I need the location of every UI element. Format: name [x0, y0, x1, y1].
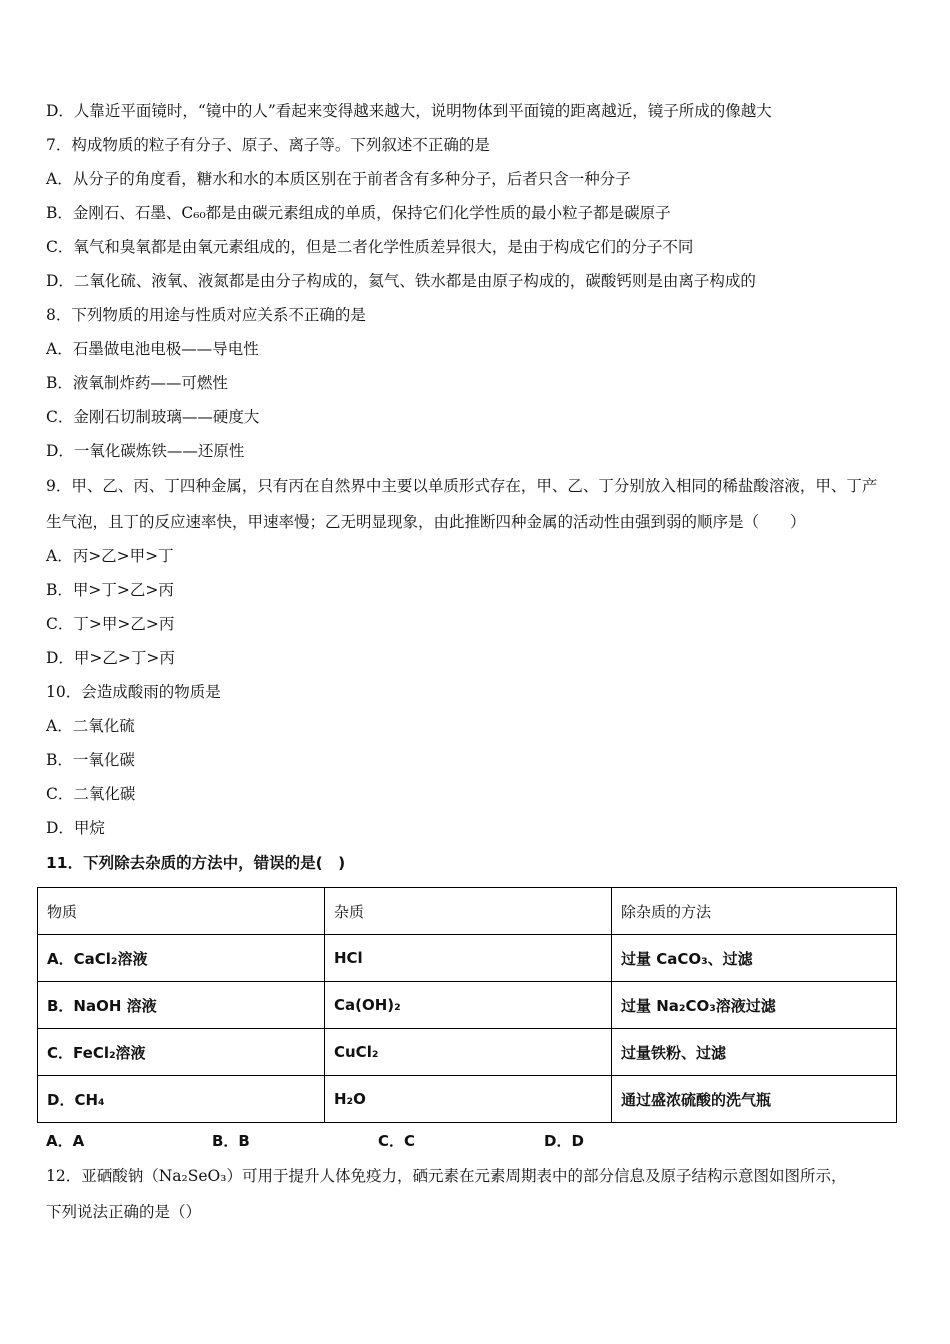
q8-option-a: A．石墨做电池电极——导电性	[46, 340, 259, 358]
cell-substance: A．CaCl₂溶液	[38, 935, 325, 982]
q12-stem-line1: 12．亚硒酸钠（Na₂SeO₃）可用于提升人体免疫力，硒元素在元素周期表中的部分信息及原子结构示意图如图所示，	[46, 1167, 847, 1185]
q11-table	[37, 887, 897, 1123]
q10-option-d: D．甲烷	[46, 819, 105, 837]
cell-impurity: Ca(OH)₂	[325, 982, 612, 1029]
q7-option-b: B．金刚石、石墨、C₆₀都是由碳元素组成的单质，保持它们化学性质的最小粒子都是碳原子	[46, 204, 671, 222]
cell-substance: C．FeCl₂溶液	[38, 1029, 325, 1076]
cell-method: 过量 Na₂CO₃溶液过滤	[612, 982, 897, 1029]
cell-impurity: CuCl₂	[325, 1029, 612, 1076]
cell-method: 过量 CaCO₃、过滤	[612, 935, 897, 982]
q11-answer-options	[46, 1130, 710, 1151]
q9-option-c: C．丁>甲>乙>丙	[46, 615, 175, 633]
q10-stem: 10．会造成酸雨的物质是	[46, 683, 221, 701]
q7-option-a: A．从分子的角度看，糖水和水的本质区别在于前者含有多种分子，后者只含一种分子	[46, 170, 631, 188]
q11-stem: 11．下列除去杂质的方法中，错误的是( )	[46, 854, 346, 872]
q8-stem: 8．下列物质的用途与性质对应关系不正确的是	[46, 306, 366, 324]
table-row	[38, 1076, 897, 1123]
table-row	[38, 982, 897, 1029]
q8-option-c: C．金刚石切制玻璃——硬度大	[46, 408, 260, 426]
q9-option-d: D．甲>乙>丁>丙	[46, 649, 175, 667]
q9-option-a: A．丙>乙>甲>丁	[46, 547, 174, 565]
header-method: 除杂质的方法	[612, 888, 897, 935]
cell-impurity: H₂O	[325, 1076, 612, 1123]
answer-option-c: C．C	[378, 1132, 416, 1150]
cell-method: 通过盛浓硫酸的洗气瓶	[612, 1076, 897, 1123]
cell-substance: D．CH₄	[38, 1076, 325, 1123]
cell-method: 过量铁粉、过滤	[612, 1029, 897, 1076]
q12-stem-line2: 下列说法正确的是（）	[46, 1203, 202, 1221]
q6-option-d: D．人靠近平面镜时，“镜中的人”看起来变得越来越大，说明物体到平面镜的距离越近，镜子所成的像越大	[46, 102, 772, 120]
answer-option-b: B．B	[212, 1132, 250, 1150]
q9-option-b: B．甲>丁>乙>丙	[46, 581, 174, 599]
q10-option-b: B．一氧化碳	[46, 751, 135, 769]
header-substance: 物质	[38, 888, 325, 935]
cell-impurity: HCl	[325, 935, 612, 982]
q9-stem-line2: 生气泡，且丁的反应速率快，甲速率慢；乙无明显现象，由此推断四种金属的活动性由强到弱的顺序是（ ）	[46, 513, 806, 531]
q8-option-b: B．液氧制炸药——可燃性	[46, 374, 228, 392]
q7-stem: 7．构成物质的粒子有分子、原子、离子等。下列叙述不正确的是	[46, 136, 490, 154]
cell-substance: B．NaOH 溶液	[38, 982, 325, 1029]
answer-option-a: A．A	[46, 1132, 85, 1150]
q10-option-a: A．二氧化硫	[46, 717, 135, 735]
table-row	[38, 1029, 897, 1076]
q10-option-c: C．二氧化碳	[46, 785, 136, 803]
header-impurity: 杂质	[325, 888, 612, 935]
table-header-row	[38, 888, 897, 935]
q8-option-d: D．一氧化碳炼铁——还原性	[46, 442, 245, 460]
table-row	[38, 935, 897, 982]
q9-stem-line1: 9．甲、乙、丙、丁四种金属，只有丙在自然界中主要以单质形式存在，甲、乙、丁分别放入相同的稀盐酸溶液，甲、丁产	[46, 477, 878, 495]
answer-option-d: D．D	[544, 1132, 584, 1150]
q7-option-c: C．氧气和臭氧都是由氧元素组成的，但是二者化学性质差异很大，是由于构成它们的分子不同	[46, 238, 694, 256]
q7-option-d: D．二氧化硫、液氧、液氮都是由分子构成的，氦气、铁水都是由原子构成的，碳酸钙则是由离子构成的	[46, 272, 756, 290]
